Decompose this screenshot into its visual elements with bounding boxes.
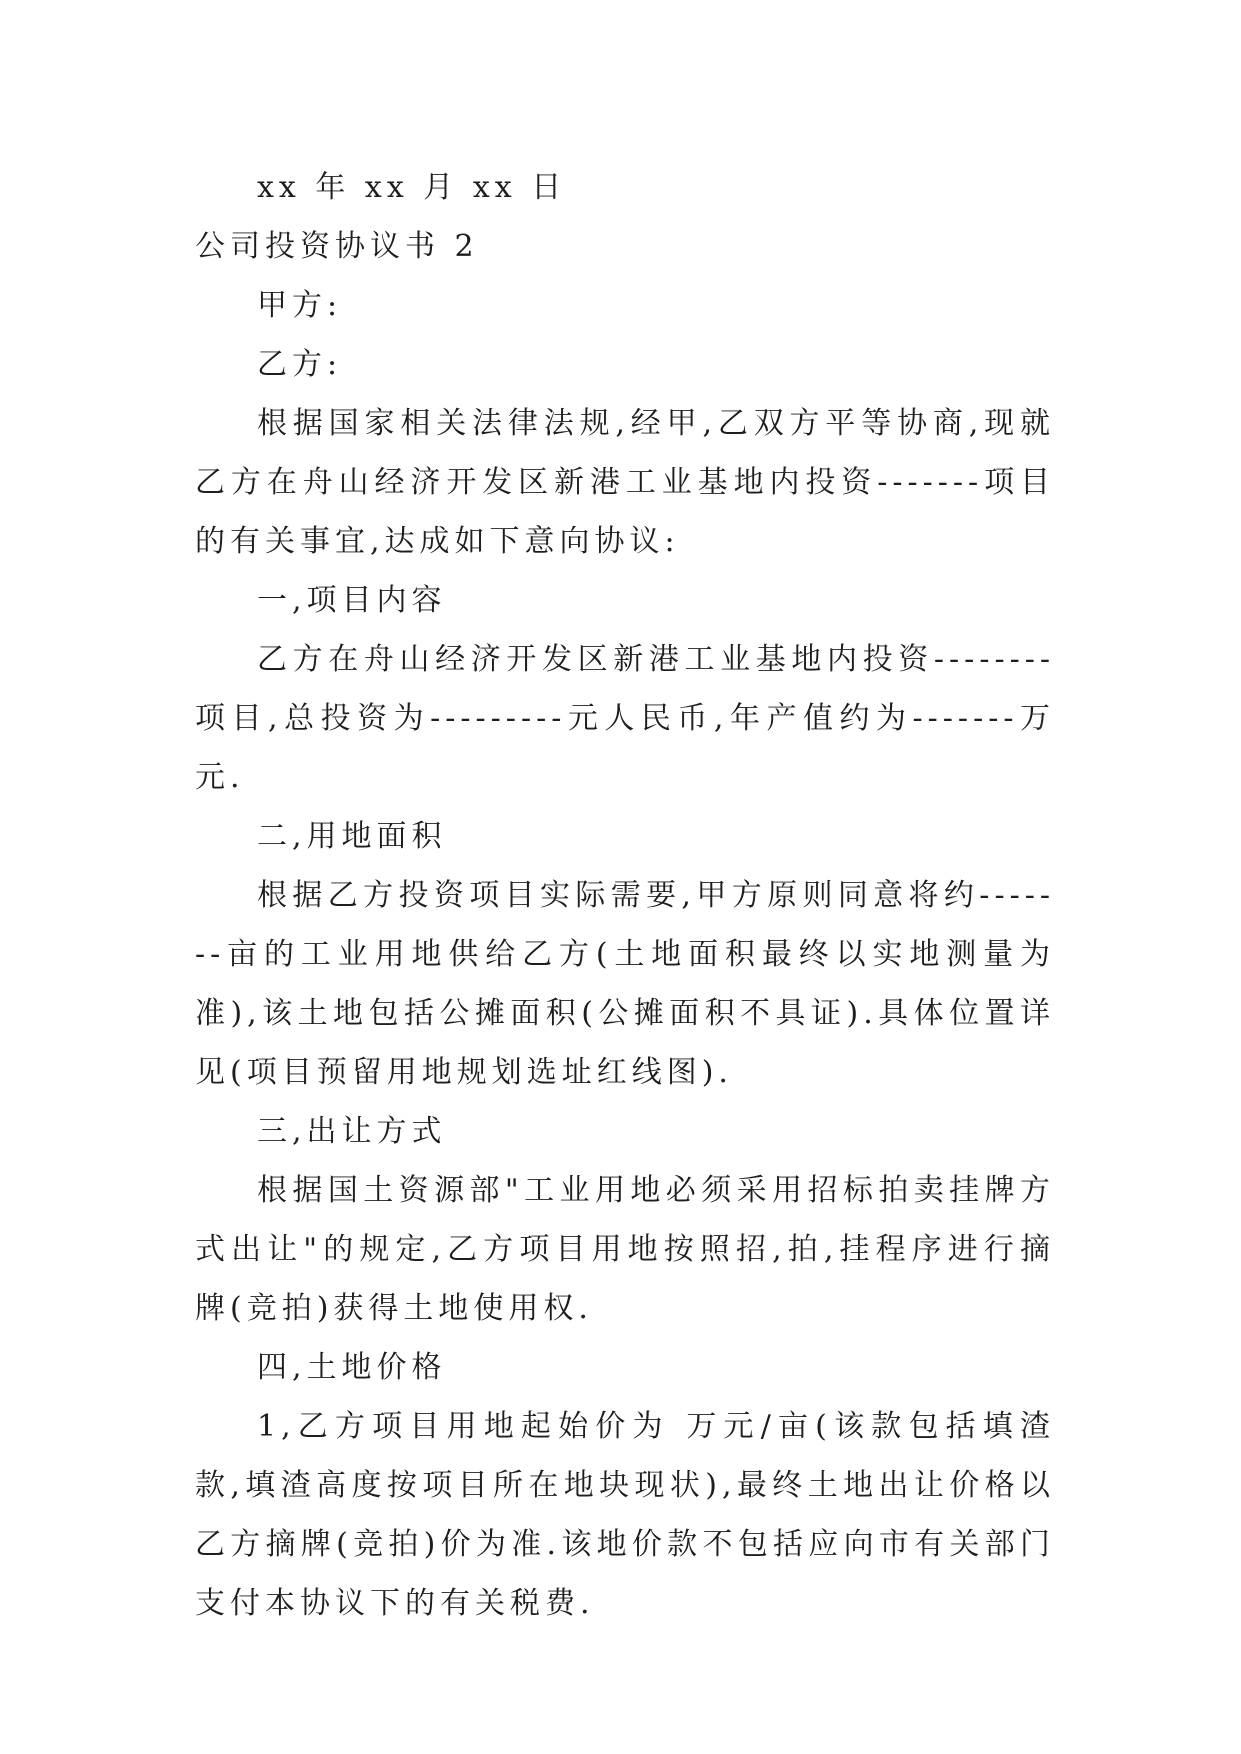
document-title: 公司投资协议书 2 (195, 229, 479, 264)
section-body-land-price: 1,乙方项目用地起始价为 万元/亩(该款包括填渣款,填渣高度按项目所在地块现状),最终土地出让价格以乙方摘牌(竞拍)价为准.该地价款不包括应向市有关部门支付本协议下的有关税费. (195, 1409, 1055, 1621)
document-body (195, 158, 1055, 1633)
section-heading-transfer-method: 三,出让方式 (257, 1114, 447, 1149)
section-body-project: 乙方在舟山经济开发区新港工业基地内投资--------项目,总投资为---------元人民币,年产值约为-------万元. (195, 642, 1055, 795)
section-body-land-area: 根据乙方投资项目实际需要,甲方原则同意将约-------亩的工业用地供给乙方(土地面积最终以实地测量为准),该土地包括公摊面积(公摊面积不具证).具体位置详见(项目预留用地规划选址红线图). (195, 878, 1055, 1090)
party-a-label: 甲方: (257, 288, 343, 323)
section-heading-project: 一,项目内容 (257, 583, 447, 618)
date-line: xx 年 xx 月 xx 日 (257, 170, 567, 205)
section-body-transfer-method: 根据国土资源部"工业用地必须采用招标拍卖挂牌方式出让"的规定,乙方项目用地按照招,拍,挂程序进行摘牌(竞拍)获得土地使用权. (195, 1173, 1055, 1326)
section-heading-land-price: 四,土地价格 (257, 1350, 447, 1385)
intro-paragraph: 根据国家相关法律法规,经甲,乙双方平等协商,现就乙方在舟山经济开发区新港工业基地内投资-------项目的有关事宜,达成如下意向协议: (195, 406, 1055, 559)
party-b-label: 乙方: (257, 347, 343, 382)
section-heading-land-area: 二,用地面积 (257, 819, 447, 854)
